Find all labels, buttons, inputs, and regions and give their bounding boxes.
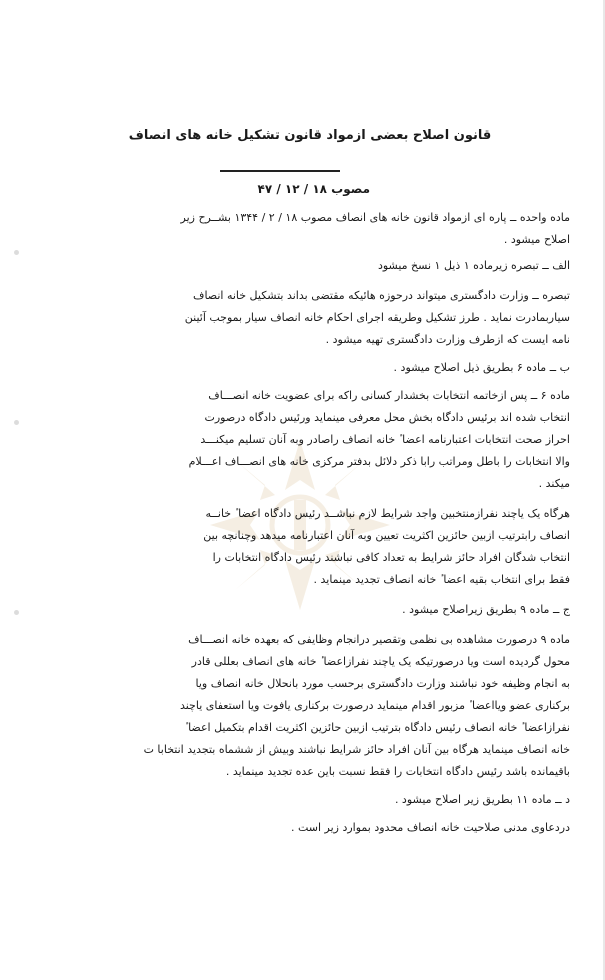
body-line: ماده واحده ــ پاره ای ازمواد قانون خانه های انصاف مصوب ۱۸ / ۲ / ۱۳۴۴ بشــرح زیر xyxy=(180,211,570,224)
body-line: د ــ ماده ۱۱ بطریق زیر اصلاح میشود . xyxy=(394,793,570,806)
body-line: سیاربمادرت نماید . طرز تشکیل وطریقه اجرای احکام خانه انصاف سیار بموجب آئینن xyxy=(184,311,570,324)
body-line: انتخاب شده اند برئیس دادگاه بخش محل معرفی مینماید ورئیس دادگاه درصورت xyxy=(204,411,570,424)
body-line: اصلاح میشود . xyxy=(503,233,570,246)
body-line: باقیمانده باشد رئیس دادگاه انتخابات را فقط نسبت باین عده تجدید مینماید . xyxy=(225,765,570,778)
document-body xyxy=(70,120,570,860)
punch-hole xyxy=(14,610,19,615)
punch-hole xyxy=(14,420,19,425)
document-title: قانون اصلاح بعضی ازمواد قانون تشکیل خانه های انصاف xyxy=(128,128,492,143)
body-line: ماده ۶ ــ پس ازخاتمه انتخابات بخشدار کسانی راکه برای عضویت خانه انصـــاف xyxy=(208,389,570,402)
body-line: خانه انصاف مینماید هرگاه بین آنان افراد حائز شرایط نباشند وبیش از ششماه بتجدید انتخابا ت xyxy=(143,743,570,756)
body-line: الف ــ تبصره زیرماده ۱ ذیل ۱ نسخ میشود xyxy=(377,259,570,272)
body-line: ماده ۹ درصورت مشاهده بی نظمی وتقصیر درانجام وظایفی که بعهده خانه انصـــاف xyxy=(188,633,570,646)
body-line: فقط برای انتخاب بقیه اعضا ٔ خانه انصاف تجدید مینماید . xyxy=(313,573,570,586)
body-line: برکناری عضو ویااعضا ٔ مزبور اقدام مینماید درصورت برکناری یافوت ویا استعفای یاچند xyxy=(179,699,570,712)
body-line: محول گردیده است ویا درصورتیکه یک یاچند نفرازاعضا ٔ خانه های انصاف بعللی قادر xyxy=(191,655,570,668)
body-line: ج ــ ماده ۹ بطریق زیراصلاح میشود . xyxy=(402,603,570,616)
body-line: تبصره ــ وزارت دادگستری میتواند درحوزه هائیکه مقتضی بداند بتشکیل خانه انصاف xyxy=(193,289,570,302)
body-line: هرگاه یک یاچند نفرازمنتخبین واجد شرایط لازم نباشــد رئیس دادگاه اعضا ٔ خانــه xyxy=(205,507,570,520)
body-line: نفرازاعضا ٔ خانه انصاف رئیس دادگاه بترتیب ازبین حائزین اکثریت اقدام بتکمیل اعضا ٔ xyxy=(184,721,570,734)
body-line: احراز صحت انتخابات اعتبارنامه اعضا ٔ خانه انصاف راصادر وبه آنان تسلیم میکنـــد xyxy=(200,433,570,446)
approval-date: مصوب ۱۸ / ۱۲ / ۴۷ xyxy=(257,182,370,196)
body-line: والا انتخابات را باطل ومراتب رابا ذکر دلائل بدفتر مرکزی خانه های انصـــاف اعـــلام xyxy=(188,455,570,468)
body-line: انتخاب شدگان افراد حائز شرایط به تعداد کافی نباشند رئیس دادگاه انتخابات را xyxy=(212,551,570,564)
body-line: انصاف رابترتیب ازبین حائزین اکثریت تعیین وبه آنان اعتبارنامه میدهد وچنانچه بین xyxy=(203,529,570,542)
body-line: به انجام وظیفه خود نباشند وزارت دادگستری برحسب مورد بانحلال خانه انصاف ویا xyxy=(195,677,570,690)
body-line: نامه ایست که ازطرف وزارت دادگستری تهیه میشود . xyxy=(325,333,570,346)
body-line: ب ــ ماده ۶ بطریق ذیل اصلاح میشود . xyxy=(393,361,570,374)
body-line: میکند . xyxy=(538,477,570,490)
body-line: دردعاوی مدنی صلاحیت خانه انصاف محدود بموارد زیر است . xyxy=(290,821,570,834)
title-underline xyxy=(220,170,340,172)
punch-hole xyxy=(14,250,19,255)
